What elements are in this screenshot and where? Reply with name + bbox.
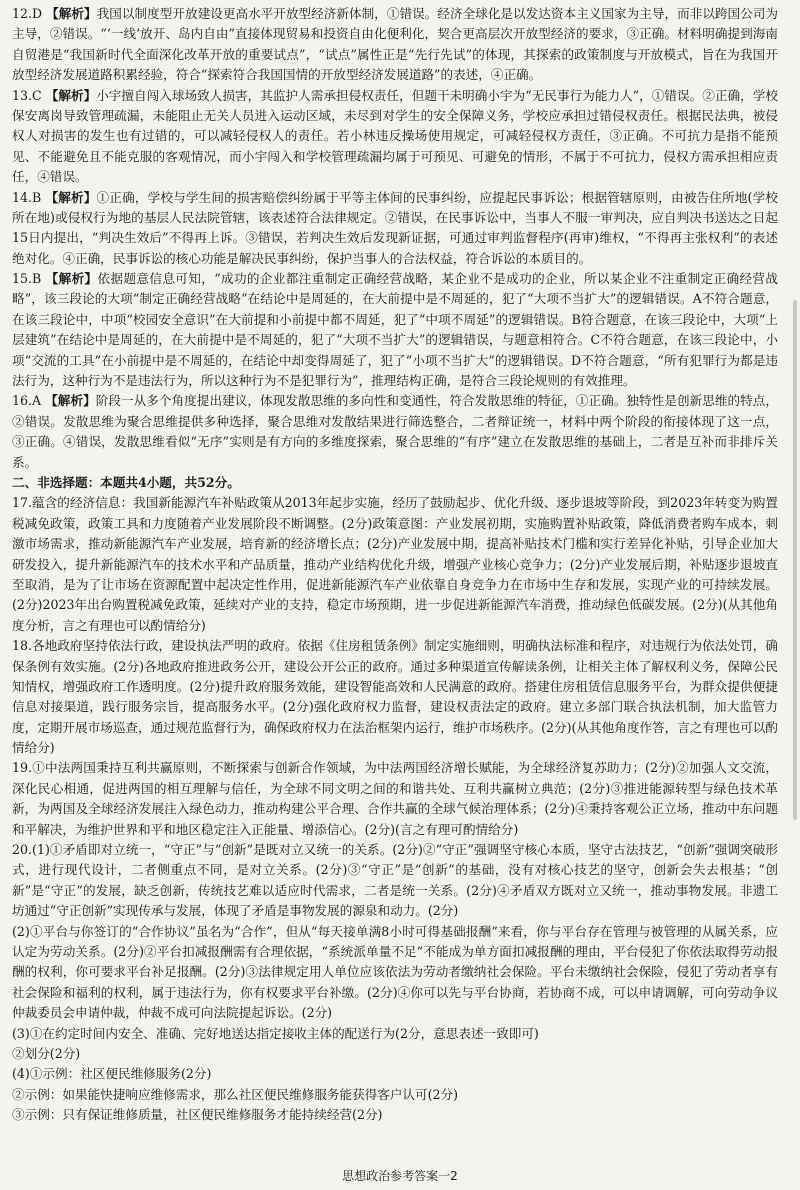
answer-item-14: 14.B 【解析】①正确，学校与学生间的损害赔偿纠纷属于平等主体间的民事纠纷，应提起民事诉讼；根据管辖原则，由被告住所地(学校所在地)或侵权行为地的基层人民法院管辖，该表述符合法律规定。②错误，在民事诉讼中，当事人不服一审判决，应自判决书送达之日起15日内提出，“判决生效后”不得再上诉。③错误，若判决生效后发现新证据，可通过审判监督程序(再审)维权，“不得再主张权利”的表述绝对化。④正确，民事诉讼的核心功能是解决民事纠纷，保护当事人的合法权益，符合诉讼的本质目的。 [12,189,778,266]
answer-item-20-2: (2)①平台与你签订的“合作协议”虽名为“合作”，但从“每天接单满8小时可得基础报酬”来看，你与平台存在管理与被管理的从属关系，应认定为劳动关系。(2分)②平台扣减报酬需有合理依据，“系统派单量不足”不能成为单方面扣减报酬的理由，平台侵犯了你依法取得劳动报酬的权利，你可要求平台补足报酬。(2分)③法律规定用人单位应该依法为劳动者缴纳社会保险。平台未缴纳社会保险，侵犯了劳动者享有社会保险和福利的权利，属于违法行为，你有权要求平台补缴。(2分)④你可以先与平台协商，若协商不成，可以申请调解，可向劳动争议仲裁委员会申请仲裁，仲裁不成可向法院提起诉讼。(2分) [12,923,778,1021]
answer-item-16: 16.A 【解析】阶段一从多个角度提出建议，体现发散思维的多向性和变通性，符合发散思维的特征，①正确。独特性是创新思维的特点，②错误。发散思维为聚合思维提供多种选择，聚合思维对发散结果进行筛选整合，二者辩证统一，材料中两个阶段的衔接体现了这一点，③正确。④错误，发散思维看似“无序”实则是有方向的多维度探索，聚合思维的“有序”建立在发散思维的基础上，二者是互补而非排斥关系。 [12,393,778,470]
answer-item-13: 13.C 【解析】小宇擅自闯入球场致人损害，其监护人需承担侵权责任，但题干未明确小宇为“无民事行为能力人”，①错误。②正确，学校保安离岗导致管理疏漏，未能阻止无关人员进入运动区域，未尽到对学生的安全保障义务，学校应承担过错侵权责任。根据民法典，被侵权人对损害的发生也有过错的，可以减轻侵权人的责任。若小林违反操场使用规定，可减轻侵权方责任，③正确。不可抗力是指不能预见、不能避免且不能克服的客观情况，而小宇闯入和学校管理疏漏均属于可预见、可避免的情形，不属于不可抗力，侵权方需承担相应责任，④错误。 [12,87,778,185]
answer-item-18: 18.各地政府坚持依法行政，建设执法严明的政府。依据《住房租赁条例》制定实施细则，明确执法标准和程序，对违规行为依法处罚，确保条例有效实施。(2分)各地政府推进政务公开，建设公开公正的政府。通过多种渠道宣传解读条例，让相关主体了解权利义务，保障公民知情权，增强政府工作透明度。(2分)提升政府服务效能，建设智能高效和人民满意的政府。搭建住房租赁信息服务平台，为群众提供便捷信息对接渠道，践行服务宗旨，提高服务水平。(2分)强化政府权力监督，建设权责法定的政府。建立多部门联合执法机制，加大监管力度，定期开展市场巡查，通过规范监督行为，确保政府权力在法治框架内运行，维护市场秩序。(2分)(从其他角度作答，言之有理也可以酌情给分) [12,638,778,756]
answer-item-20-4-1: (4)①示例：社区便民维修服务(2分) [12,1066,212,1082]
page-footer: 思想政治参考答案一2 [342,1168,458,1183]
answer-item-19: 19.①中法两国秉持互利共赢原则，不断探索与创新合作领域，为中法两国经济增长赋能，为全球经济复苏助力；(2分)②加强人文交流，深化民心相通，促进两国的相互理解与信任，为全球不同文明之间的和谐共处、互利共赢树立典范；(2分)③推进能源转型与绿色技术革新，为两国及全球经济发展注入绿色动力，推动构建公平合理、合作共赢的全球气候治理体系；(2分)④秉持客观公正立场，推动中东问题和平解决，为维护世界和平和地区稳定注入正能量、增添信心。(2分)(言之有理可酌情给分) [12,760,778,837]
scrollbar[interactable] [793,300,797,820]
answer-item-20-3-2: ②划分(2分) [12,1045,81,1061]
answer-item-15: 15.B 【解析】依据题意信息可知，“成功的企业都注重制定正确经营战略，某企业不是成功的企业，所以某企业不注重制定正确经营战略”，该三段论的大项“制定正确经营战略”在结论中是周延的，在大前提中是不周延的，犯了“大项不当扩大”的逻辑错误。A不符合题意，在该三段论中，中项“校园安全意识”在大前提和小前提中都不周延，犯了“中项不周延”的逻辑错误。B符合题意，在该三段论中，大项“上层建筑”在结论中是周延的，在大前提中是不周延的，犯了“大项不当扩大”的逻辑错误，与题意相符合。C不符合题意，在该三段论中，小项“交流的工具”在小前提中是不周延的，在结论中却变得周延了，犯了“小项不当扩大”的逻辑错误。D不符合题意，“所有犯罪行为都是违法行为，这种行为不是违法行为，所以这种行为不是犯罪行为”，推理结构正确，是符合三段论规则的有效推理。 [12,271,778,389]
answer-item-17: 17.蕴含的经济信息：我国新能源汽车补贴政策从2013年起步实施，经历了鼓励起步、优化升级、逐步退坡等阶段，到2023年转变为购置税减免政策，政策工具和力度随着产业发展阶段不断调整。(2分)政策意图：产业发展初期，实施购置补贴政策，降低消费者购车成本，刺激市场需求，推动新能源汽车产业发展，培育新的经济增长点；(2分)产业发展中期，提高补贴技术门槛和实行差异化补贴，引导企业加大研发投入，提升新能源汽车的技术水平和产品质量，推动产业结构优化升级，增强产业核心竞争力；(2分)产业发展后期，补贴逐步退坡直至取消，是为了让市场在资源配置中起决定性作用，促进新能源汽车产业依靠自身竞争力在市场中生存和发展，实现产业的可持续发展。(2分)2023年出台购置税减免政策，延续对产业的支持，稳定市场预期，进一步促进新能源汽车消费，推动绿色低碳发展。(2分)(从其他角度分析，言之有理也可以酌情给分) [12,495,778,633]
answer-item-20-4-2: ②示例：如果能快捷响应维修需求，那么社区便民维修服务能获得客户认可(2分) [12,1086,459,1102]
answer-item-20-1: 20.(1)①矛盾即对立统一，“守正”与“创新”是既对立又统一的关系。(2分)②“守正”强调坚守核心本质，坚守古法技艺，“创新”强调突破形式，进行现代设计，二者侧重点不同，是对立关系。(2分)③“守正”是“创新”的基础，没有对核心技艺的坚守，创新会失去根基；“创新”是“守正”的发展，缺乏创新，传统技艺难以适应时代需求，二者是统一关系。(2分)④矛盾双方既对立又统一，推动事物发展。非遗工坊通过“守正创新”实现传承与发展，体现了矛盾是事物发展的源泉和动力。(2分) [12,842,778,919]
answer-item-12: 12.D 【解析】我国以制度型开放建设更高水平开放型经济新体制，①错误。经济全球化是以发达资本主义国家为主导，而非以跨国公司为主导，②错误。“‘一线’放开、岛内自由”直接体现贸易和投资自由化便利化，契合更高层次开放型经济的要求，③正确。材料明确提到海南自贸港是“我国新时代全面深化改革开放的重要试点”，“试点”属性正是“先行先试”的体现，其探索的政策制度与开放模式，旨在为我国开放型经济发展道路积累经验，符合“探索符合我国国情的开放型经济发展道路”的表述，④正确。 [12,6,779,83]
answer-item-20-4-3: ③示例：只有保证维修质量，社区便民维修服务才能持续经营(2分) [12,1107,383,1123]
answer-item-20-3-1: (3)①在约定时间内安全、准确、完好地送达指定接收主体的配送行为(2分，意思表述一致即可) [12,1025,539,1041]
section-heading: 二、非选择题：本题共4小题，共52分。 [12,474,240,490]
